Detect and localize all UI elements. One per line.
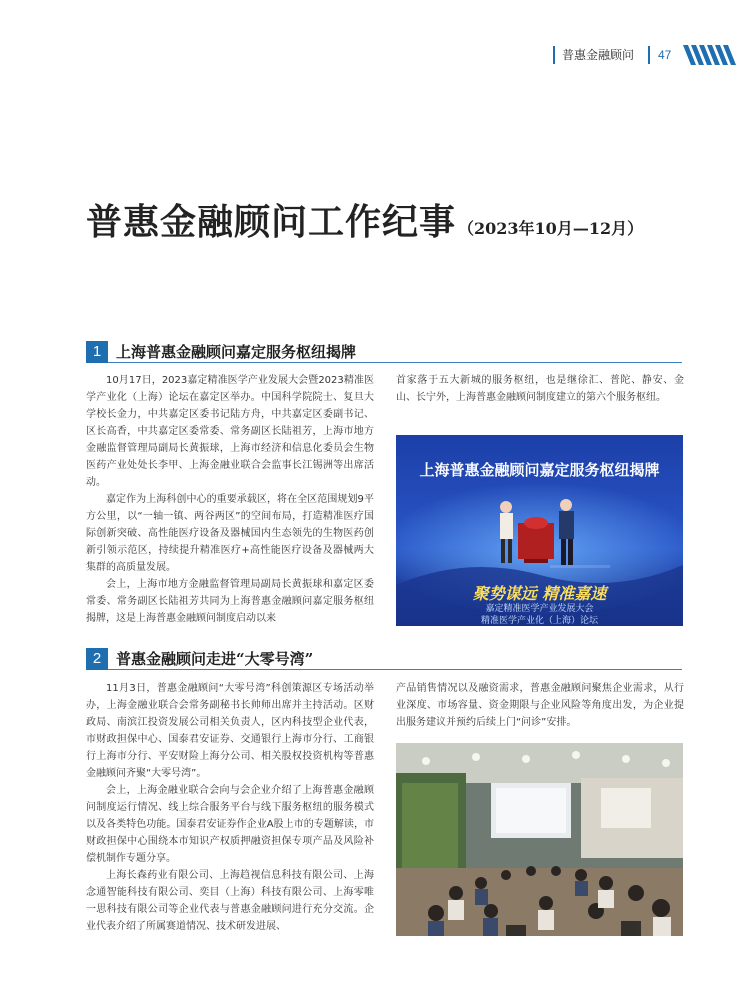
section-1-right-column: [396, 372, 684, 406]
exchange-meeting-photo: [396, 743, 683, 936]
section-2-number: 2: [86, 648, 108, 670]
section-2-title: 普惠金融顾问走进“大零号湾”: [116, 650, 314, 668]
paragraph: 11月3日，普惠金融顾问“大零号湾”科创策源区专场活动举办，上海金融业联合会常务副秘书长帅师出席并主持活动。区财政局、南滨江投资发展公司相关负责人，区内科技型企业代表，市财政担保中心、国泰君安证券、交通银行上海市分行、工商银行上海市分行、平安财险上海分公司、相关股权投资机构等普惠金融顾问齐聚“大零号湾”。: [86, 683, 374, 779]
page-title-period: （2023年10月—12月）: [458, 219, 644, 238]
paragraph: 首家落于五大新城的服务枢纽，也是继徐汇、普陀、静安、金山、长宁外，上海普惠金融顾问制度建立的第六个服务枢纽。: [396, 375, 684, 403]
paragraph: 嘉定作为上海科创中心的重要承载区，将在全区范围规划9平方公里，以“一轴一镇、两谷两区”的空间布局，打造精准医疗国际创新突破、高性能医疗设备及器械国内生态领先的生物医药创新引领示范区，持续提升精准医疗+高性能医疗设备及器械两大集群的高质量发展。: [86, 494, 374, 573]
header-divider-right: [648, 46, 650, 64]
section-2-left-column: [86, 680, 374, 935]
photo-stage-line-1: 嘉定精准医学产业发展大会: [485, 604, 594, 614]
paragraph: 10月17日，2023嘉定精准医学产业发展大会暨2023精准医学产业化（上海）论坛在嘉定区举办。中国科学院院士、复旦大学校长金力，中共嘉定区委书记陆方舟，中共嘉定区委副书记、区长高香，中共嘉定区委常委、常务副区长陆祖芳，上海市地方金融监督管理局副局长黄振球，上海市经济和信息化委员会生物医药产业处处长李甲、上海金融业联合会监事长江锡洲等出席活动。: [86, 375, 374, 488]
paragraph: 产品销售情况以及融资需求，普惠金融顾问聚焦企业需求，从行业深度、市场容量、资金期限与企业风险等角度出发，为企业提出服务建议并预约后续上门“问诊”安排。: [396, 683, 684, 728]
page-title-main: 普惠金融顾问工作纪事: [86, 201, 457, 243]
header-section-label: 普惠金融顾问: [562, 48, 635, 62]
section-1-left-column: [86, 372, 374, 627]
header-stripes-decoration: [683, 45, 736, 65]
photo-banner-text: 上海普惠金融顾问嘉定服务枢纽揭牌: [419, 461, 660, 479]
section-1-title: 上海普惠金融顾问嘉定服务枢纽揭牌: [116, 343, 357, 361]
section-1-header: [86, 341, 682, 363]
unveiling-ceremony-photo: [396, 435, 683, 626]
photo-slogan-text: 聚势谋远 精准嘉速: [472, 584, 607, 603]
photo-stage-line-2: 精准医学产业化（上海）论坛: [480, 616, 598, 626]
paragraph: 会上，上海金融业联合会向与会企业介绍了上海普惠金融顾问制度运行情况、线上综合服务平台与线下服务枢纽的服务模式以及各类特色功能。国泰君安证券作企业A股上市的专题解读，市财政担保中心围绕本市知识产权质押融资担保专项产品及风险补偿机制作专题分享。: [86, 785, 374, 864]
section-1-number: 1: [86, 341, 108, 363]
page-number: 47: [658, 48, 672, 62]
header-divider-left: [553, 46, 555, 64]
page-title: [86, 194, 706, 245]
section-2-right-column: [396, 680, 684, 731]
paragraph: 会上，上海市地方金融监督管理局副局长黄振球和嘉定区委常委、常务副区长陆祖芳共同为上海普惠金融顾问嘉定服务枢纽揭牌，这是上海普惠金融顾问制度启动以来: [86, 579, 374, 624]
section-2-header: [86, 648, 682, 670]
paragraph: 上海长森药业有限公司、上海趋视信息科技有限公司、上海念通智能科技有限公司、奕目（上海）科技有限公司、上海零唯一思科技有限公司等企业代表与普惠金融顾问进行充分交流。企业代表介绍了所属赛道情况、技术研发进展、: [86, 870, 374, 932]
